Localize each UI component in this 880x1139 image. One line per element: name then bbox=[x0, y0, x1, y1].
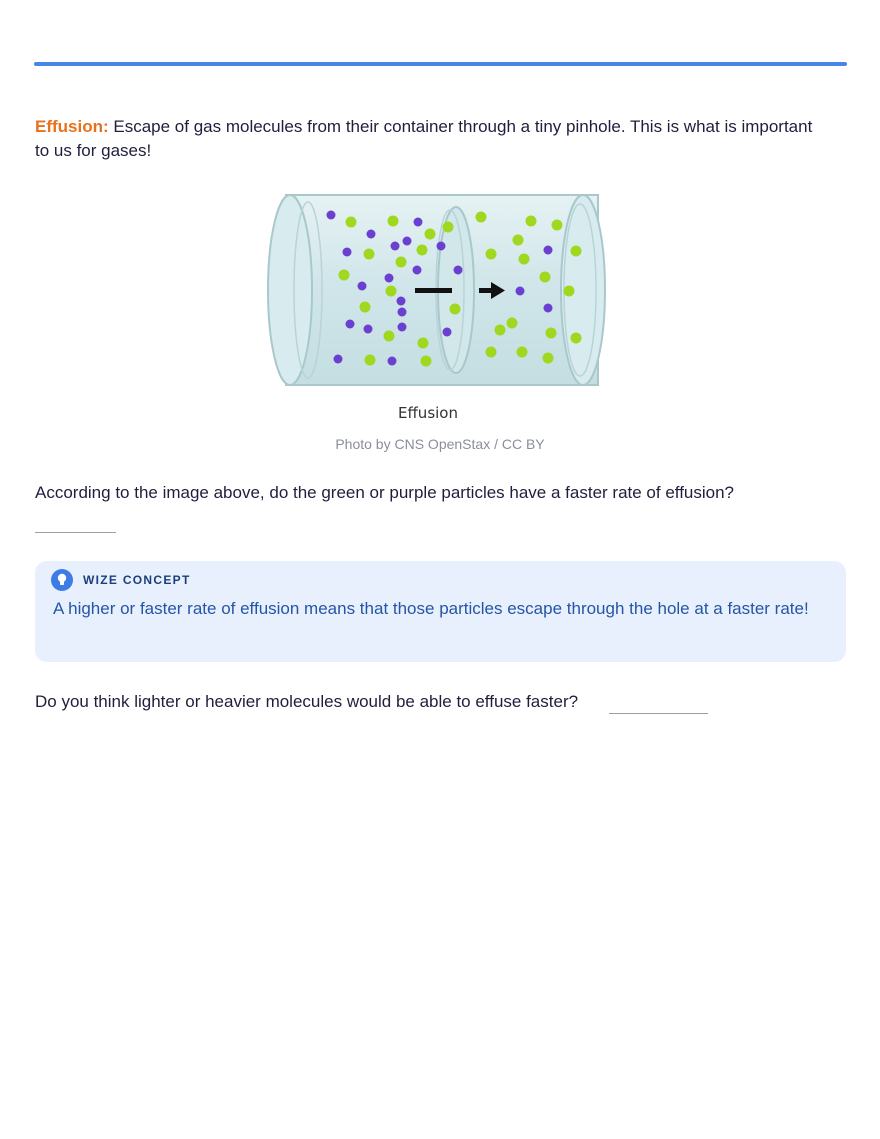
answer-blank-1[interactable] bbox=[35, 532, 116, 533]
effusion-figure bbox=[262, 188, 618, 428]
effusion-arrow-left bbox=[415, 288, 452, 293]
wize-concept-callout bbox=[35, 561, 846, 662]
answer-blank-2[interactable] bbox=[609, 713, 708, 714]
question-lighter-or-heavier: Do you think lighter or heavier molecules would be able to effuse faster? bbox=[35, 692, 579, 711]
effusion-definition bbox=[35, 115, 825, 163]
image-caption: Photo by CNS OpenStax / CC BY bbox=[335, 436, 545, 452]
question-green-or-purple: According to the image above, do the green or purple particles have a faster rate of effusion? bbox=[35, 483, 735, 502]
top-divider bbox=[34, 62, 847, 66]
concept-body: A higher or faster rate of effusion means that those particles escape through the hole at a faster rate! bbox=[53, 599, 809, 618]
effusion-tube-illustration bbox=[262, 188, 618, 398]
concept-heading: WIZE CONCEPT bbox=[83, 573, 191, 587]
figure-label: Effusion bbox=[398, 404, 458, 422]
definition-term: Effusion: bbox=[35, 117, 109, 136]
definition-text: Escape of gas molecules from their container through a tiny pinhole. This is what is important to us for gases! bbox=[35, 117, 813, 160]
lightbulb-icon bbox=[51, 569, 73, 591]
tube-left-cap bbox=[268, 195, 312, 385]
